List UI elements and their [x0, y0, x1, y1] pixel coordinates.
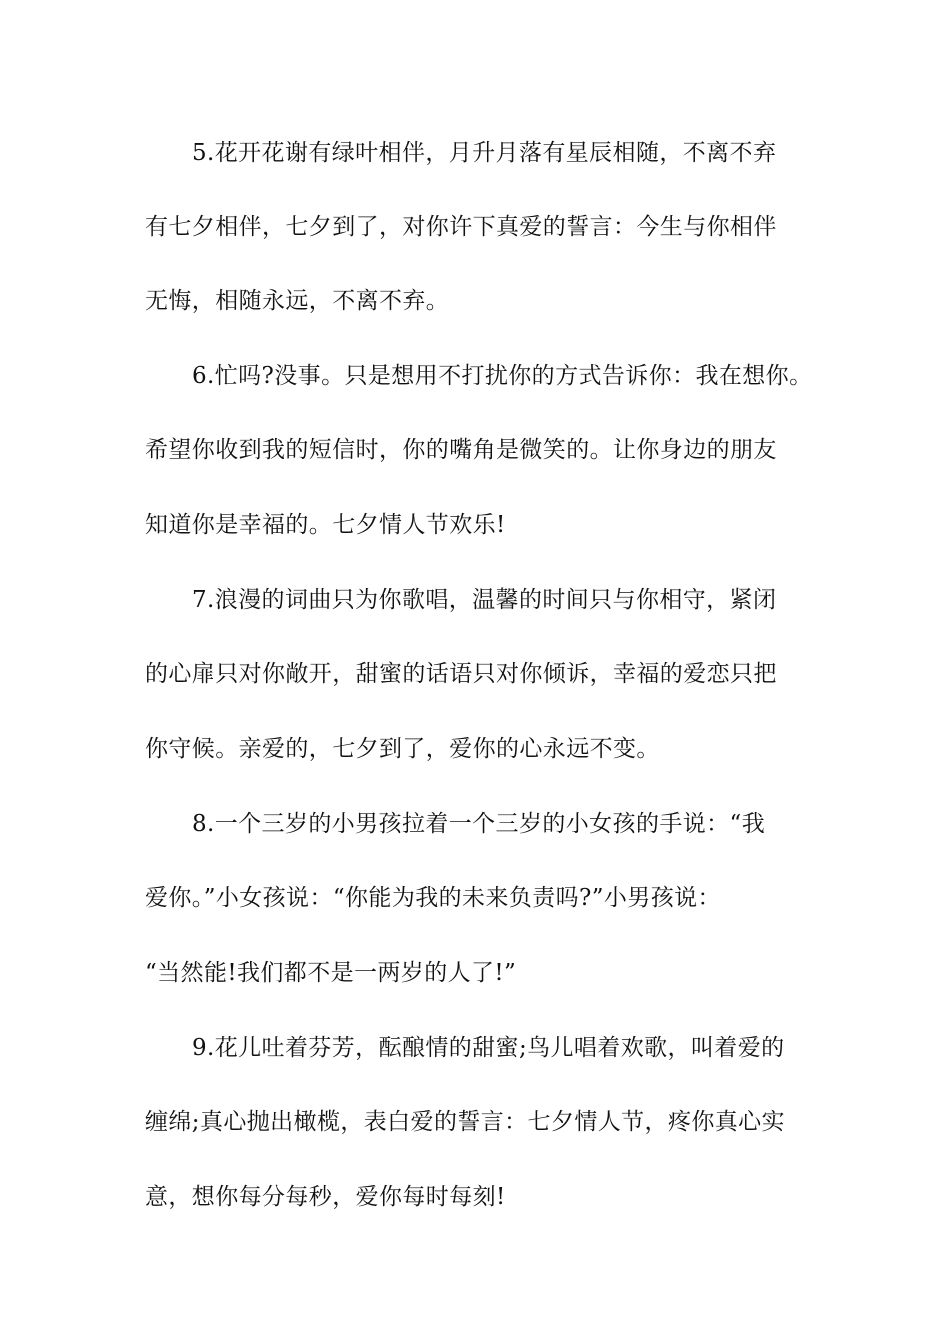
text-line: 缠绵;真心抛出橄榄，表白爱的誓言：七夕情人节，疼你真心实	[145, 1109, 785, 1135]
text-line: 爱你。”小女孩说：“你能为我的未来负责吗?”小男孩说：	[145, 885, 721, 911]
text-line: 有七夕相伴，七夕到了，对你许下真爱的誓言：今生与你相伴	[145, 214, 777, 240]
text-line: 7.浪漫的词曲只为你歌唱，温馨的时间只与你相守，紧闭	[192, 587, 777, 613]
text-line: 6.忙吗?没事。只是想用不打扰你的方式告诉你：我在想你。	[192, 363, 813, 389]
text-line: 知道你是幸福的。七夕情人节欢乐!	[145, 512, 506, 538]
text-line: 8.一个三岁的小男孩拉着一个三岁的小女孩的手说：“我	[192, 811, 766, 837]
text-line: 意，想你每分每秒，爱你每时每刻!	[145, 1184, 506, 1210]
text-line: 你守候。亲爱的，七夕到了，爱你的心永远不变。	[145, 736, 660, 762]
text-line: 5.花开花谢有绿叶相伴，月升月落有星辰相随，不离不弃	[192, 140, 777, 166]
text-line: 的心扉只对你敞开，甜蜜的话语只对你倾诉，幸福的爱恋只把	[145, 661, 777, 687]
text-line: “当然能!我们都不是一两岁的人了!”	[145, 960, 517, 986]
text-line: 无悔，相随永远，不离不弃。	[145, 288, 450, 314]
text-line: 9.花儿吐着芬芳，酝酿情的甜蜜;鸟儿唱着欢歌，叫着爱的	[192, 1035, 785, 1061]
text-line: 希望你收到我的短信时，你的嘴角是微笑的。让你身边的朋友	[145, 437, 777, 463]
